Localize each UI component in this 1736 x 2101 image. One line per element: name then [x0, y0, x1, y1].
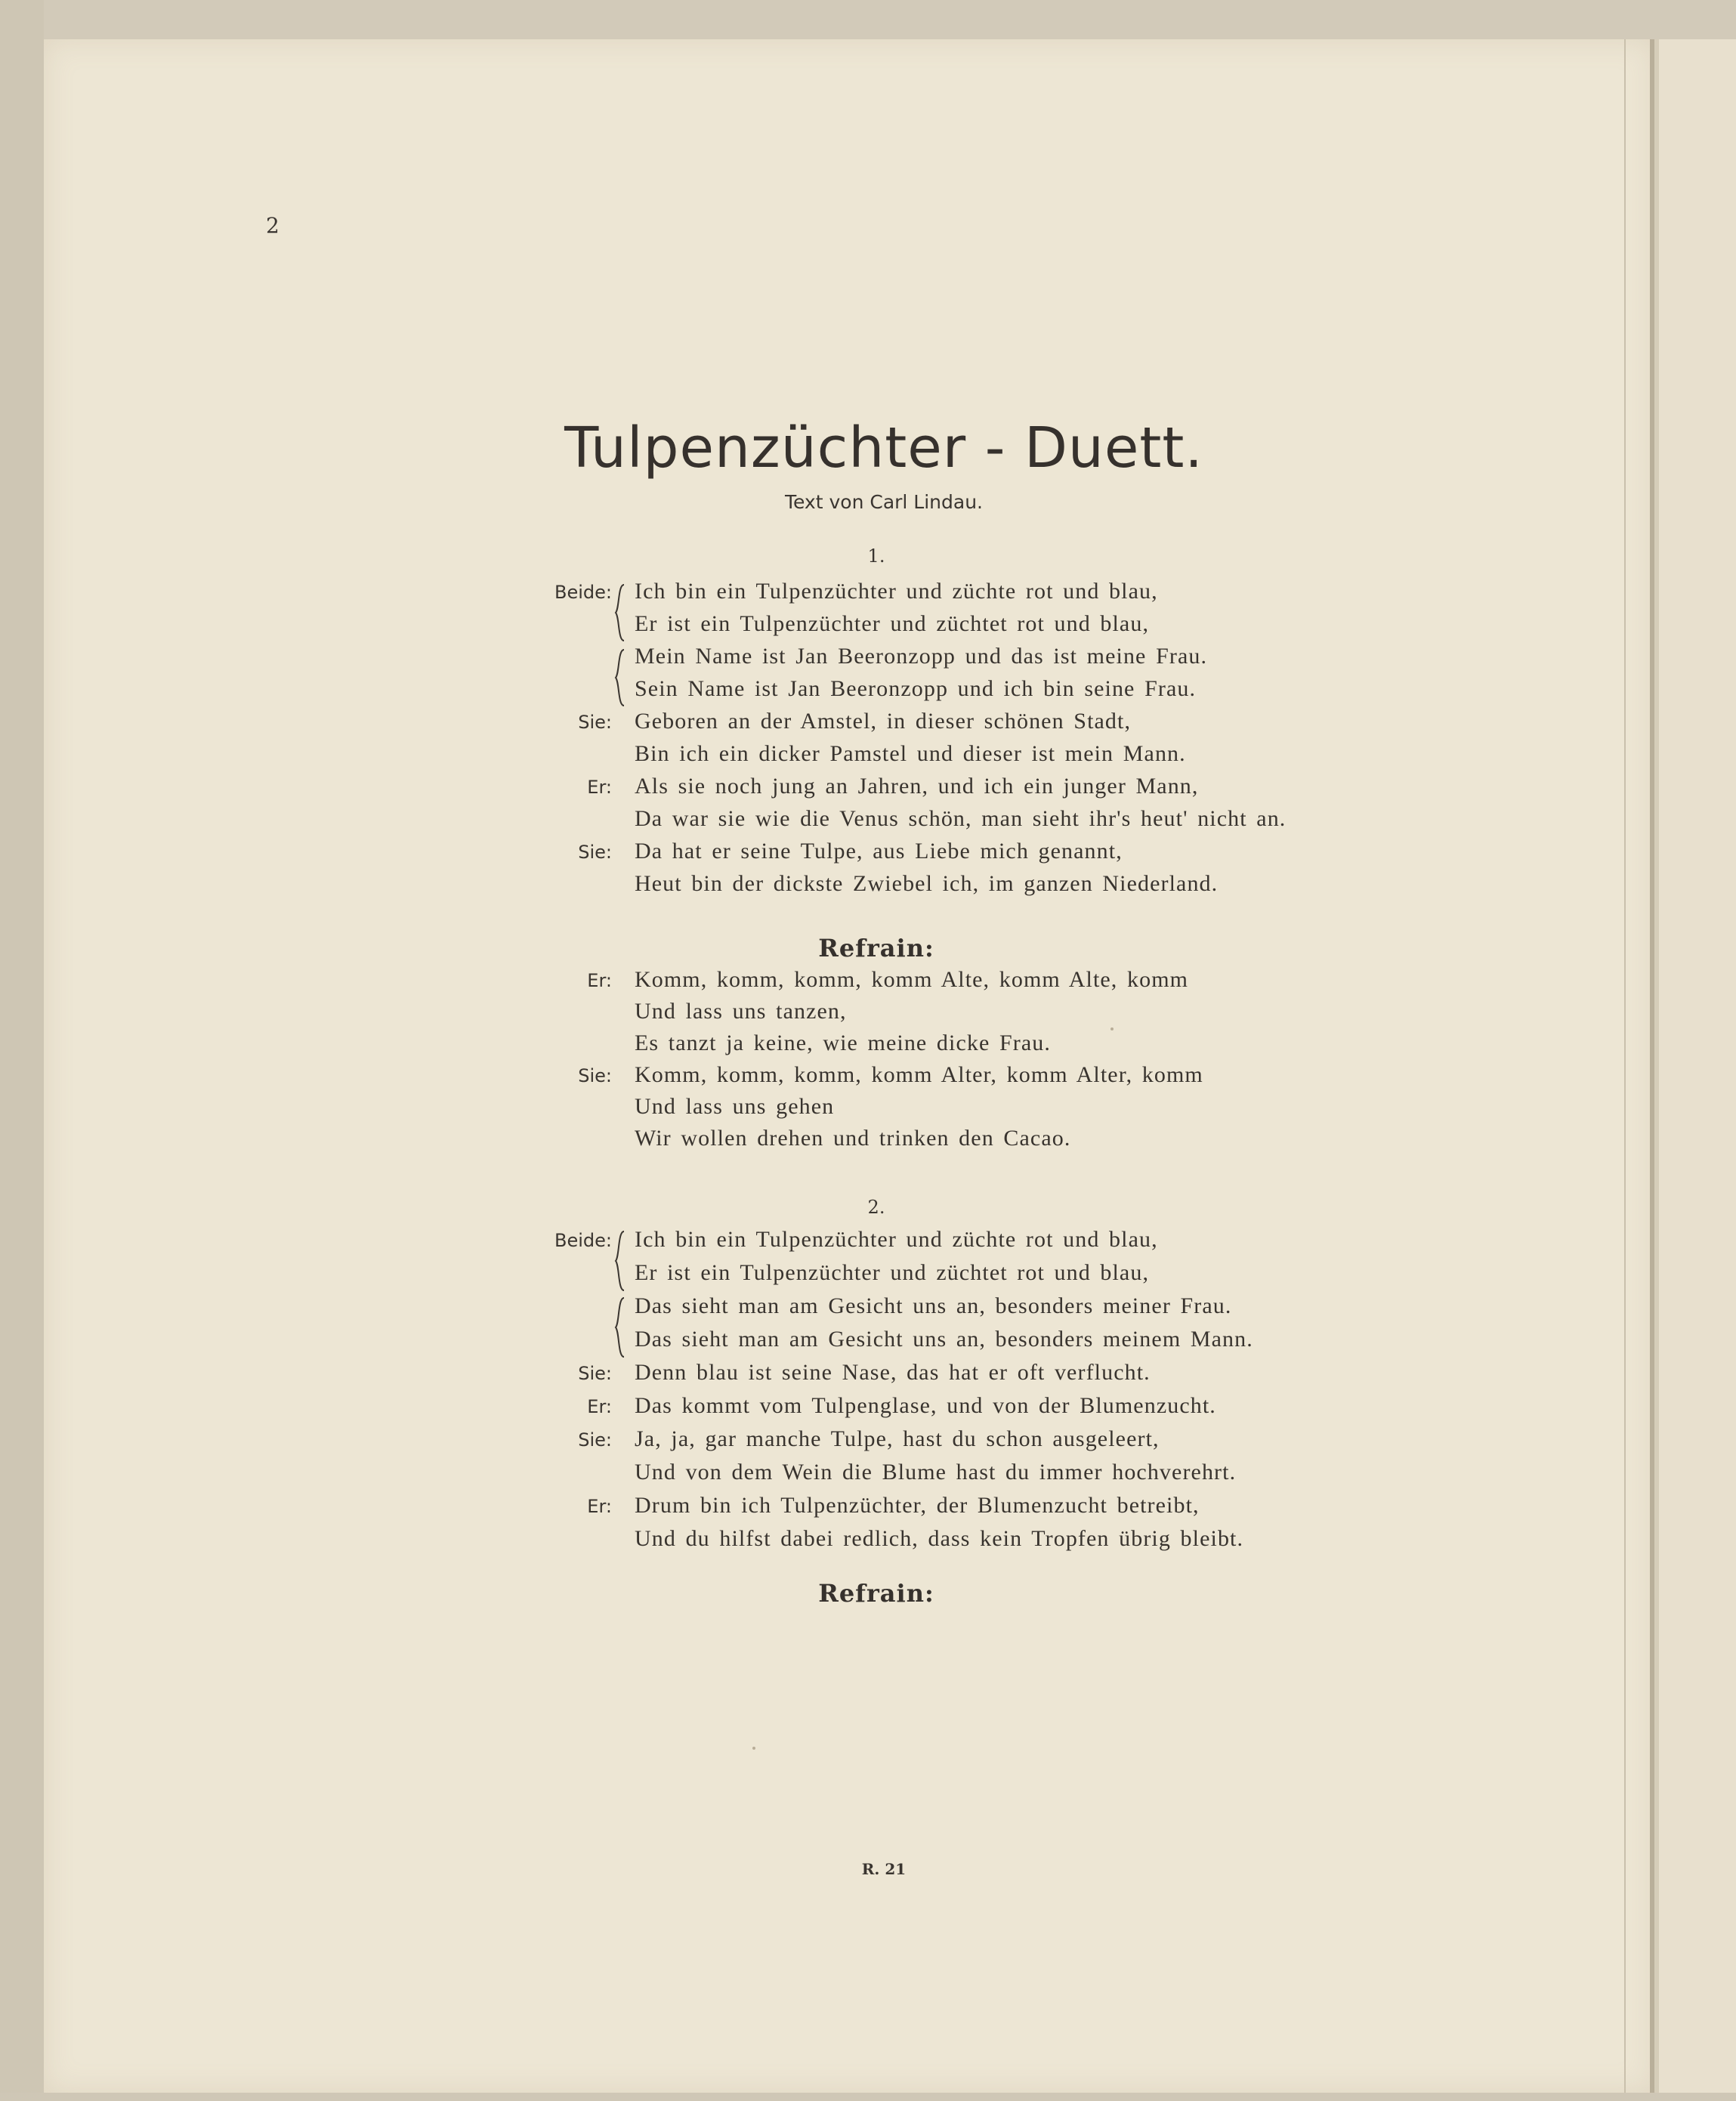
lyric-text: Komm, komm, komm, komm Alter, komm Alter, komm	[635, 1062, 1203, 1087]
lyric-line	[0, 1393, 1511, 1426]
lyric-text: Drum bin ich Tulpenzüchter, der Blumenzucht betreibt,	[635, 1493, 1200, 1518]
lyric-text: Und lass uns gehen	[635, 1094, 835, 1119]
lyric-text: Da war sie wie die Venus schön, man sieht ihr's heut' nicht an.	[635, 806, 1287, 831]
lyric-text: Und von dem Wein die Blume hast du immer hochverehrt.	[635, 1460, 1237, 1485]
lyric-line	[0, 579, 1511, 612]
lyric-text: Als sie noch jung an Jahren, und ich ein junger Mann,	[635, 774, 1199, 799]
lyric-text: Komm, komm, komm, komm Alte, komm Alte, komm	[635, 967, 1189, 992]
lyric-text: Mein Name ist Jan Beeronzopp und das ist meine Frau.	[635, 644, 1208, 669]
lyric-text: Wir wollen drehen und trinken den Cacao.	[635, 1126, 1071, 1151]
lyric-line	[0, 1360, 1511, 1393]
page-subtitle: Text von Carl Lindau.	[784, 491, 984, 513]
speaker-label: Sie:	[578, 1429, 612, 1451]
verse-2-number: 2.	[867, 1197, 885, 1218]
lyric-line	[0, 774, 1511, 807]
brace-icon	[613, 1230, 627, 1292]
verse-1-number: 1.	[867, 545, 885, 567]
lyric-line	[0, 1227, 1511, 1260]
speaker-label: Er:	[587, 1396, 612, 1417]
page-number: 2	[266, 213, 280, 238]
lyric-line	[0, 1493, 1511, 1526]
lyric-line	[0, 741, 1511, 774]
lyric-line	[0, 1030, 1511, 1064]
lyric-text: Und du hilfst dabei redlich, dass kein Tropfen übrig bleibt.	[635, 1526, 1244, 1551]
lyric-text: Er ist ein Tulpenzüchter und züchtet rot und blau,	[635, 611, 1150, 636]
speaker-label: Sie:	[578, 712, 612, 733]
paper-speck	[752, 1747, 755, 1750]
lyric-text: Ich bin ein Tulpenzüchter und züchte rot und blau,	[635, 579, 1158, 604]
lyric-line	[0, 967, 1511, 1000]
lyric-line	[0, 1327, 1511, 1360]
lyric-line	[0, 709, 1511, 742]
plate-number: R. 21	[861, 1860, 907, 1878]
refrain-heading: Refrain:	[818, 934, 934, 962]
brace-icon	[613, 648, 627, 707]
brace-icon	[613, 583, 627, 642]
scan-border-bottom	[0, 2093, 1736, 2101]
lyric-line	[0, 999, 1511, 1032]
lyric-line	[0, 611, 1511, 644]
speaker-label: Sie:	[578, 1065, 612, 1086]
scan-border-top	[0, 0, 1736, 39]
lyric-line	[0, 644, 1511, 677]
speaker-label: Sie:	[578, 1363, 612, 1384]
lyric-text: Ich bin ein Tulpenzüchter und züchte rot und blau,	[635, 1227, 1158, 1252]
lyric-text: Heut bin der dickste Zwiebel ich, im ganzen Niederland.	[635, 871, 1219, 896]
lyric-line	[0, 1126, 1511, 1159]
lyric-line	[0, 839, 1511, 872]
speaker-label: Beide:	[554, 1230, 612, 1251]
lyric-text: Da hat er seine Tulpe, aus Liebe mich genannt,	[635, 839, 1123, 864]
lyric-line	[0, 1094, 1511, 1127]
brace-icon	[613, 1296, 627, 1358]
lyric-line	[0, 1460, 1511, 1493]
lyric-text: Das sieht man am Gesicht uns an, besonders meiner Frau.	[635, 1293, 1232, 1318]
lyric-line	[0, 1260, 1511, 1293]
facing-page-edge	[1654, 39, 1736, 2093]
lyric-line	[0, 676, 1511, 709]
lyric-line	[0, 871, 1511, 904]
lyric-text: Geboren an der Amstel, in dieser schönen Stadt,	[635, 709, 1132, 734]
lyric-text: Sein Name ist Jan Beeronzopp und ich bin seine Frau.	[635, 676, 1197, 701]
lyric-text: Das kommt vom Tulpenglase, und von der Blumenzucht.	[635, 1393, 1216, 1418]
refrain-2-heading: Refrain:	[818, 1579, 934, 1608]
lyric-line	[0, 1426, 1511, 1460]
lyric-line	[0, 1062, 1511, 1095]
lyric-text: Bin ich ein dicker Pamstel und dieser ist mein Mann.	[635, 741, 1186, 766]
lyric-text: Das sieht man am Gesicht uns an, besonders meinem Mann.	[635, 1327, 1253, 1352]
speaker-label: Er:	[587, 1496, 612, 1517]
paper-edge-line	[1624, 39, 1626, 2093]
lyric-text: Und lass uns tanzen,	[635, 999, 847, 1024]
lyric-text: Es tanzt ja keine, wie meine dicke Frau.	[635, 1030, 1051, 1055]
page-title: Tulpenzüchter - Duett.	[564, 416, 1203, 480]
lyric-text: Denn blau ist seine Nase, das hat er oft verflucht.	[635, 1360, 1151, 1385]
lyric-text: Ja, ja, gar manche Tulpe, hast du schon ausgeleert,	[635, 1426, 1160, 1451]
lyric-line	[0, 1526, 1511, 1559]
lyric-line	[0, 1293, 1511, 1327]
lyric-line	[0, 806, 1511, 839]
speaker-label: Er:	[587, 970, 612, 991]
speaker-label: Er:	[587, 777, 612, 798]
speaker-label: Beide:	[554, 582, 612, 603]
speaker-label: Sie:	[578, 842, 612, 863]
lyric-text: Er ist ein Tulpenzüchter und züchtet rot und blau,	[635, 1260, 1150, 1285]
